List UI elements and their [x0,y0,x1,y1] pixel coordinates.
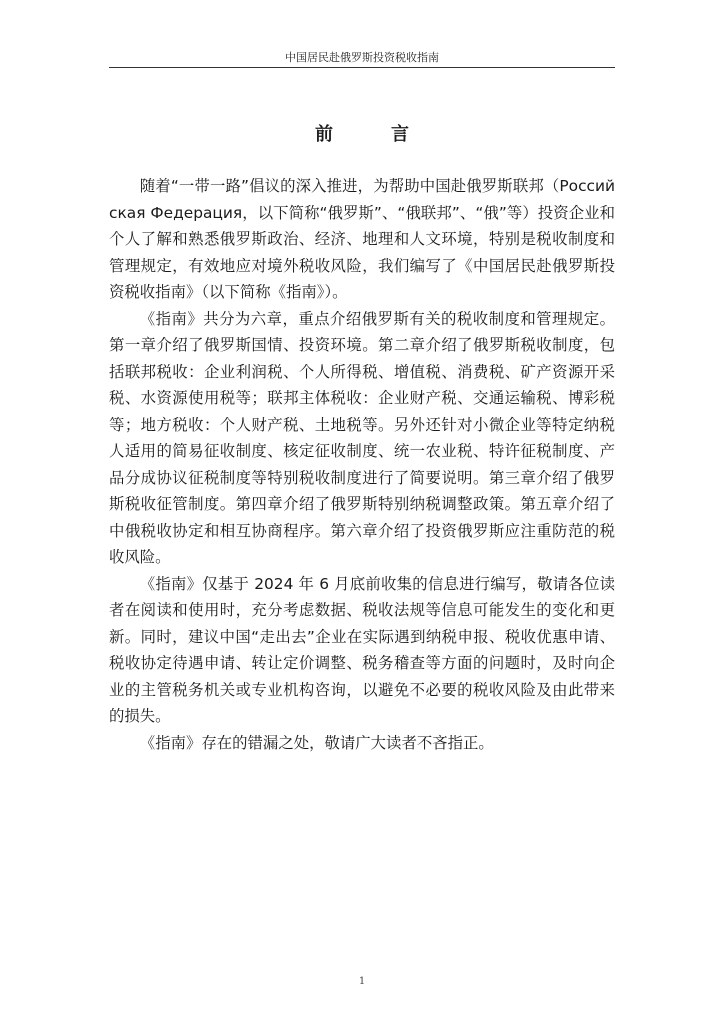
body-text [109,173,615,756]
paragraph-intro: 随着“一带一路”倡议的深入推进，为帮助中国赴俄罗斯联邦（Российская Федерация，以下简称“俄罗斯”、“俄联邦”、“俄”等）投资企业和个人了解和熟悉俄罗斯政治、经济、地理和人文环境，特别是税收制度和管理规定，有效地应对境外税收风险，我们编写了《中国居民赴俄罗斯投资税收指南》（以下简称《指南》）。 [109,177,615,301]
running-header: 中国居民赴俄罗斯投资税收指南 [285,51,439,64]
paragraph-contents: 《指南》共分为六章，重点介绍俄罗斯有关的税收制度和管理规定。第一章介绍了俄罗斯国情、投资环境。第二章介绍了俄罗斯税收制度，包括联邦税收：企业利润税、个人所得税、增值税、消费税、矿产资源开采税、水资源使用税等；联邦主体税收：企业财产税、交通运输税、博彩税等；地方税收：个人财产税、土地税等。另外还针对小微企业等特定纳税人适用的简易征收制度、核定征收制度、统一农业税、特许征税制度、产品分成协议征税制度等特别税收制度进行了简要说明。第三章介绍了俄罗斯税收征管制度。第四章介绍了俄罗斯特别纳税调整政策。第五章介绍了中俄税收协定和相互协商程序。第六章介绍了投资俄罗斯应注重防范的税收风险。 [109,309,615,566]
header-divider [109,67,615,68]
page-title: 前 言 [315,124,429,145]
paragraph-disclaimer: 《指南》仅基于 2024 年 6 月底前收集的信息进行编写，敬请各位读者在阅读和使用时，充分考虑数据、税收法规等信息可能发生的变化和更新。同时，建议中国“走出去”企业在实际遇到纳税申报、税收优惠申请、税收协定待遇申请、转让定价调整、税务稽查等方面的问题时，及时向企业的主管税务机关或专业机构咨询，以避免不必要的税收风险及由此带来的损失。 [109,574,615,725]
paragraph-feedback: 《指南》存在的错漏之处，敬请广大读者不吝指正。 [139,733,494,752]
page-number: 1 [358,976,366,987]
